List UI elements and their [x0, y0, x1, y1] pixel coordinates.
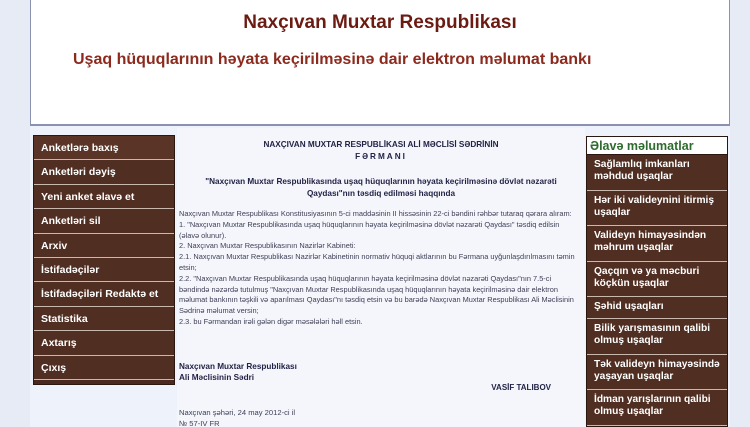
- document-subheading: FƏRMANI: [355, 152, 407, 161]
- nav-item-edit-forms[interactable]: Anketləri dəyiş: [34, 160, 174, 184]
- nav-item-search[interactable]: Axtarış: [34, 331, 174, 355]
- decree-number: № 57-IV FR: [179, 419, 220, 427]
- page-title: Naxçıvan Muxtar Respublikası: [243, 12, 517, 33]
- document-heading: NAXÇIVAN MUXTAR RESPUBLİKASI ALİ MƏCLİSİ SƏDRİNİN: [263, 140, 499, 149]
- info-item-knowledge-winners[interactable]: Bilik yarışmasının qalibi olmuş uşaqlar: [587, 319, 727, 355]
- place-date: Naxçıvan şəhəri, 24 may 2012-ci il: [179, 408, 296, 417]
- document-body: [179, 209, 581, 328]
- info-item-single-parent[interactable]: Tək valideyn himayəsində yaşayan uşaqlar: [587, 355, 727, 391]
- info-item-martyr-children[interactable]: Şəhid uşaqları: [587, 297, 727, 319]
- document-paragraph: 1. "Naxçıvan Muxtar Respublikasında uşaq hüquqlarının həyata keçirilməsinə dövlət nəzarəti Qaydası" təsdiq edilsin (əlavə olunur).: [179, 219, 560, 240]
- nav-item-logout[interactable]: Çıxış: [34, 356, 174, 380]
- additional-info-heading: Əlavə məlumatlar: [587, 137, 727, 155]
- info-item-refugee-children[interactable]: Qaçqın və ya məcburi köçkün uşaqlar: [587, 262, 727, 298]
- nav-item-view-forms[interactable]: Anketlərə baxış: [34, 136, 174, 160]
- page-header: [30, 0, 730, 126]
- info-item-sports-winners[interactable]: İdman yarışlarının qalibi olmuş uşaqlar: [587, 390, 727, 426]
- signature-line-1: Naxçıvan Muxtar Respublikası: [179, 362, 297, 371]
- nav-item-archive[interactable]: Arxiv: [34, 234, 174, 258]
- nav-item-add-form[interactable]: Yeni anket əlavə et: [34, 185, 174, 209]
- document-paragraph: 2. Naxçıvan Muxtar Respublikasının Nazirlər Kabineti:: [179, 241, 356, 251]
- document-content: [177, 128, 585, 427]
- document-paragraph: 2.2. "Naxçıvan Muxtar Respublikasında uşaq hüquqlarının həyata keçirilməsinə dövlət nəzarəti Qaydası"nın 7.5-ci bəndində nəzərdə tutulmuş "Naxçıvan Muxtar Respublikasında uşaq hüquqlarının həyata keçirilməsinə dair elektron məlumat bankının təşkili və aparılması Qaydası"nı təsdiq etsin və bu barədə Naxçıvan Muxtar Respublikası Ali Məclisinin Sədrinə məlumat versin;: [179, 273, 574, 316]
- nav-item-statistics[interactable]: Statistika: [34, 307, 174, 331]
- signer-name: VASİF TALIBOV: [491, 383, 551, 392]
- document-intro: "Naxçıvan Muxtar Respublikasında uşaq hüquqlarının həyata keçirilməsinə dövlət nəzarəti Qaydası"nın təsdiq edilməsi haqqında: [205, 177, 557, 198]
- page-subtitle: Uşaq hüquqlarının həyata keçirilməsinə dair elektron məlumat bankı: [73, 51, 592, 68]
- info-item-no-parental-care[interactable]: Valideyn himayəsindən məhrum uşaqlar: [587, 226, 727, 262]
- nav-item-delete-forms[interactable]: Anketləri sil: [34, 209, 174, 233]
- info-item-disabled-children[interactable]: Sağlamlıq imkanları məhdud uşaqlar: [587, 155, 727, 191]
- nav-item-users[interactable]: İstifadəçilər: [34, 258, 174, 282]
- additional-info-panel: [586, 136, 728, 427]
- signature-line-2: Ali Məclisinin Sədri: [179, 373, 255, 382]
- info-item-orphans[interactable]: Hər iki valideynini itirmiş uşaqlar: [587, 191, 727, 227]
- document-paragraph: Naxçıvan Muxtar Respublikası Konstitusiyasının 5-ci maddəsinin II hissəsinin 22-ci bəndini rəhbər tutaraq qərara alıram:: [179, 209, 572, 218]
- document-paragraph: 2.3. bu Fərmandan irəli gələn digər məsələləri həll etsin.: [179, 316, 363, 326]
- nav-item-edit-users[interactable]: İstifadəçiləri Redaktə et: [34, 282, 174, 306]
- document-paragraph: 2.1. Naxçıvan Muxtar Respublikası Nazirlər Kabinetinin normativ hüquqi aktlarının bu Fərmana uyğunlaşdırılmasını təmin etsin;: [179, 252, 575, 272]
- left-nav-menu: [33, 135, 175, 385]
